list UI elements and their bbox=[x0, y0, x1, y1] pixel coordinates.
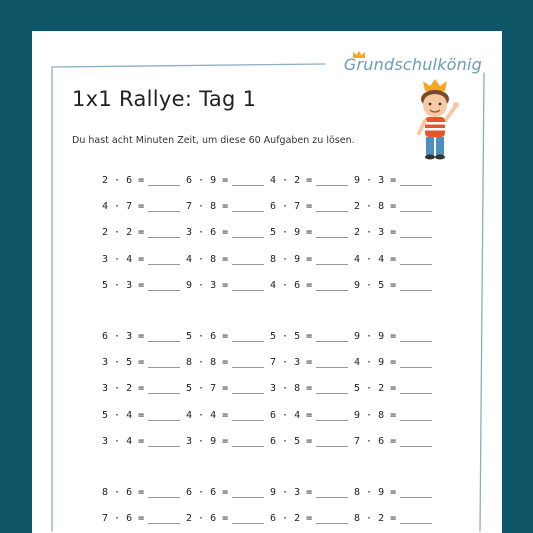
task-expression: 8 · 9 = bbox=[270, 253, 313, 265]
answer-line[interactable] bbox=[232, 359, 264, 368]
math-task bbox=[102, 383, 180, 394]
answer-line[interactable] bbox=[148, 385, 180, 394]
math-task bbox=[270, 254, 348, 265]
answer-line[interactable] bbox=[148, 177, 180, 186]
math-task bbox=[102, 227, 180, 238]
math-task bbox=[186, 201, 264, 212]
math-task bbox=[354, 487, 432, 498]
task-expression: 4 · 9 = bbox=[354, 357, 397, 369]
answer-line[interactable] bbox=[148, 412, 180, 421]
task-expression: 9 · 3 = bbox=[270, 487, 313, 498]
task-expression: 3 · 2 = bbox=[102, 383, 145, 395]
math-task bbox=[354, 280, 432, 291]
math-task bbox=[270, 436, 348, 447]
task-expression: 2 · 8 = bbox=[354, 201, 397, 213]
math-task bbox=[102, 410, 180, 421]
math-task bbox=[102, 357, 180, 368]
math-task bbox=[186, 175, 264, 186]
task-expression: 4 · 7 = bbox=[102, 201, 145, 213]
task-expression: 3 · 4 = bbox=[102, 435, 145, 447]
task-expression: 5 · 3 = bbox=[102, 279, 145, 291]
task-expression: 3 · 8 = bbox=[270, 383, 313, 395]
task-expression: 6 · 9 = bbox=[186, 175, 229, 186]
answer-line[interactable] bbox=[316, 229, 348, 238]
answer-line[interactable] bbox=[316, 177, 348, 186]
math-task bbox=[102, 436, 180, 447]
math-task bbox=[354, 201, 432, 212]
task-expression: 5 · 4 = bbox=[102, 409, 145, 421]
answer-line[interactable] bbox=[400, 203, 432, 212]
answer-line[interactable] bbox=[316, 282, 348, 291]
answer-line[interactable] bbox=[316, 359, 348, 368]
task-expression: 9 · 3 = bbox=[186, 279, 229, 291]
answer-line[interactable] bbox=[316, 333, 348, 342]
page-title: 1x1 Rallye: Tag 1 bbox=[72, 87, 257, 111]
answer-line[interactable] bbox=[232, 282, 264, 291]
math-task bbox=[186, 357, 264, 368]
task-expression: 4 · 8 = bbox=[186, 253, 229, 265]
answer-line[interactable] bbox=[316, 256, 348, 265]
task-expression: 4 · 4 = bbox=[186, 409, 229, 421]
task-expression: 4 · 6 = bbox=[270, 279, 313, 291]
answer-line[interactable] bbox=[232, 333, 264, 342]
task-expression: 7 · 6 = bbox=[354, 435, 397, 447]
answer-line[interactable] bbox=[232, 203, 264, 212]
answer-line[interactable] bbox=[148, 333, 180, 342]
task-expression: 6 · 6 = bbox=[186, 487, 229, 498]
math-task bbox=[354, 175, 432, 186]
math-task bbox=[354, 357, 432, 368]
answer-line[interactable] bbox=[316, 412, 348, 421]
task-grid bbox=[32, 31, 502, 533]
math-task bbox=[102, 331, 180, 342]
math-task bbox=[186, 280, 264, 291]
math-task bbox=[270, 357, 348, 368]
math-task bbox=[354, 254, 432, 265]
answer-line[interactable] bbox=[400, 359, 432, 368]
math-task bbox=[354, 410, 432, 421]
task-expression: 6 · 5 = bbox=[270, 435, 313, 447]
math-task bbox=[186, 227, 264, 238]
answer-line[interactable] bbox=[148, 359, 180, 368]
task-expression: 6 · 4 = bbox=[270, 409, 313, 421]
answer-line[interactable] bbox=[400, 385, 432, 394]
answer-line[interactable] bbox=[316, 203, 348, 212]
answer-line[interactable] bbox=[148, 203, 180, 212]
instruction-text: Du hast acht Minuten Zeit, um diese 60 Aufgaben zu lösen. bbox=[72, 135, 355, 146]
math-task bbox=[186, 513, 264, 524]
answer-line[interactable] bbox=[316, 489, 348, 498]
task-expression: 2 · 2 = bbox=[102, 227, 145, 239]
answer-line[interactable] bbox=[148, 256, 180, 265]
answer-line[interactable] bbox=[232, 177, 264, 186]
answer-line[interactable] bbox=[400, 282, 432, 291]
math-task bbox=[102, 201, 180, 212]
task-expression: 5 · 9 = bbox=[270, 227, 313, 239]
answer-line[interactable] bbox=[400, 229, 432, 238]
math-task bbox=[186, 383, 264, 394]
math-task bbox=[270, 410, 348, 421]
math-task bbox=[186, 331, 264, 342]
task-expression: 8 · 8 = bbox=[186, 357, 229, 369]
answer-line[interactable] bbox=[400, 515, 432, 524]
answer-line[interactable] bbox=[316, 438, 348, 447]
answer-line[interactable] bbox=[232, 256, 264, 265]
math-task bbox=[270, 383, 348, 394]
math-task bbox=[270, 331, 348, 342]
task-expression: 4 · 2 = bbox=[270, 175, 313, 186]
math-task bbox=[354, 436, 432, 447]
math-task bbox=[270, 513, 348, 524]
answer-line[interactable] bbox=[232, 438, 264, 447]
math-task bbox=[354, 331, 432, 342]
task-expression: 9 · 8 = bbox=[354, 409, 397, 421]
math-task bbox=[354, 383, 432, 394]
math-task bbox=[354, 513, 432, 524]
math-task bbox=[186, 254, 264, 265]
math-task bbox=[186, 487, 264, 498]
task-expression: 9 · 9 = bbox=[354, 331, 397, 342]
task-expression: 2 · 3 = bbox=[354, 227, 397, 239]
answer-line[interactable] bbox=[400, 256, 432, 265]
task-expression: 5 · 7 = bbox=[186, 383, 229, 395]
task-expression: 3 · 9 = bbox=[186, 435, 229, 447]
math-task bbox=[186, 436, 264, 447]
worksheet-page bbox=[32, 31, 502, 533]
math-task bbox=[102, 175, 180, 186]
answer-line[interactable] bbox=[232, 229, 264, 238]
math-task bbox=[102, 513, 180, 524]
task-expression: 6 · 2 = bbox=[270, 513, 313, 525]
answer-line[interactable] bbox=[400, 438, 432, 447]
task-expression: 9 · 5 = bbox=[354, 279, 397, 291]
task-expression: 2 · 6 = bbox=[102, 175, 145, 186]
answer-line[interactable] bbox=[232, 385, 264, 394]
answer-line[interactable] bbox=[232, 412, 264, 421]
answer-line[interactable] bbox=[148, 229, 180, 238]
answer-line[interactable] bbox=[400, 412, 432, 421]
task-expression: 8 · 2 = bbox=[354, 513, 397, 525]
math-task bbox=[270, 280, 348, 291]
answer-line[interactable] bbox=[400, 489, 432, 498]
math-task bbox=[354, 227, 432, 238]
task-expression: 7 · 8 = bbox=[186, 201, 229, 213]
answer-line[interactable] bbox=[148, 282, 180, 291]
answer-line[interactable] bbox=[148, 489, 180, 498]
task-expression: 2 · 6 = bbox=[186, 513, 229, 525]
task-expression: 3 · 5 = bbox=[102, 357, 145, 369]
math-task bbox=[270, 487, 348, 498]
math-task bbox=[270, 201, 348, 212]
task-expression: 8 · 9 = bbox=[354, 487, 397, 498]
task-expression: 6 · 3 = bbox=[102, 331, 145, 342]
task-expression: 3 · 6 = bbox=[186, 227, 229, 239]
math-task bbox=[270, 175, 348, 186]
task-expression: 7 · 3 = bbox=[270, 357, 313, 369]
task-expression: 5 · 2 = bbox=[354, 383, 397, 395]
answer-line[interactable] bbox=[400, 333, 432, 342]
task-expression: 4 · 4 = bbox=[354, 253, 397, 265]
answer-line[interactable] bbox=[232, 515, 264, 524]
answer-line[interactable] bbox=[148, 438, 180, 447]
task-expression: 5 · 5 = bbox=[270, 331, 313, 342]
math-task bbox=[270, 227, 348, 238]
task-expression: 5 · 6 = bbox=[186, 331, 229, 342]
math-task bbox=[102, 254, 180, 265]
math-task bbox=[186, 410, 264, 421]
answer-line[interactable] bbox=[316, 385, 348, 394]
task-expression: 6 · 7 = bbox=[270, 201, 313, 213]
answer-line[interactable] bbox=[316, 515, 348, 524]
brand-logo: Grundschulkönig bbox=[343, 55, 482, 74]
task-expression: 8 · 6 = bbox=[102, 487, 145, 498]
answer-line[interactable] bbox=[400, 177, 432, 186]
answer-line[interactable] bbox=[232, 489, 264, 498]
answer-line[interactable] bbox=[148, 515, 180, 524]
math-task bbox=[102, 487, 180, 498]
task-expression: 3 · 4 = bbox=[102, 253, 145, 265]
task-expression: 7 · 6 = bbox=[102, 513, 145, 525]
math-task bbox=[102, 280, 180, 291]
task-expression: 9 · 3 = bbox=[354, 175, 397, 186]
